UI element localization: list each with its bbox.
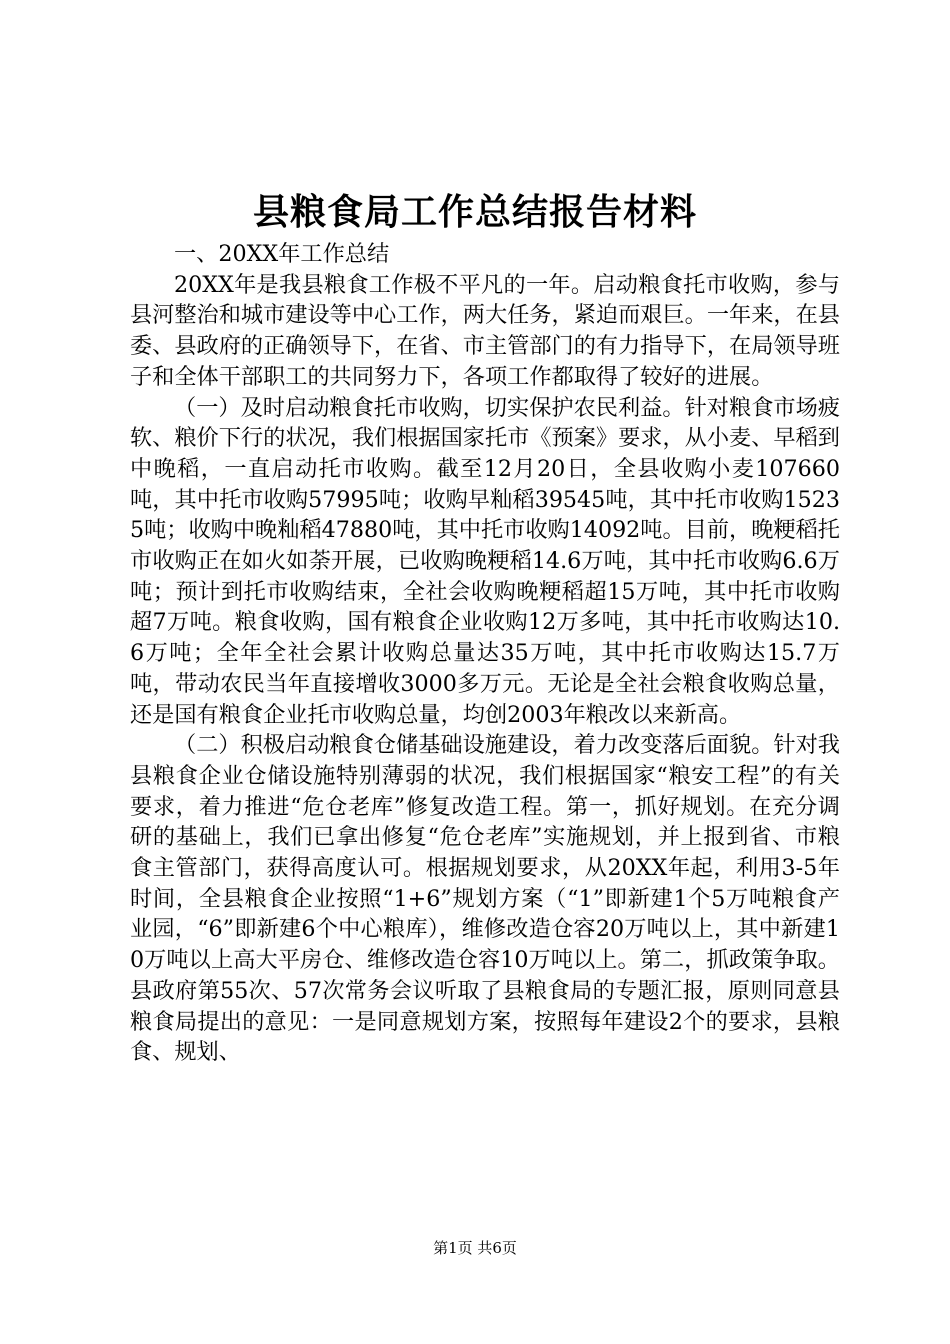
document-body	[130, 239, 840, 1068]
document-title: 县粮食局工作总结报告材料	[252, 191, 697, 233]
paragraph-storage-construction: （二）积极启动粮食仓储基础设施建设，着力改变落后面貌。针对我县粮食企业仓储设施特别薄弱的状况，我们根据国家“粮安工程”的有关要求，着力推进“危仓老库”修复改造工程。第一，抓好规划。在充分调研的基础上，我们已拿出修复“危仓老库”实施规划，并上报到省、市粮食主管部门，获得高度认可。根据规划要求，从20XX年起，利用3-5年时间，全县粮食企业按照“1+6”规划方案（“1”即新建1个5万吨粮食产业园，“6”即新建6个中心粮库），维修改造仓容20万吨以上，其中新建10万吨以上高大平房仓、维修改造仓容10万吨以上。第二，抓政策争取。县政府第55次、57次常务会议听取了县粮食局的专题汇报，原则同意县粮食局提出的意见：一是同意规划方案，按照每年建设2个的要求，县粮食、规划、	[130, 732, 840, 1066]
paragraph-intro: 20XX年是我县粮食工作极不平凡的一年。启动粮食托市收购，参与县河整治和城市建设等中心工作，两大任务，紧迫而艰巨。一年来，在县委、县政府的正确领导下，在省、市主管部门的有力指导下，在局领导班子和全体干部职工的共同努力下，各项工作都取得了较好的进展。	[130, 271, 840, 390]
paragraph-grain-purchase: （一）及时启动粮食托市收购，切实保护农民利益。针对粮食市场疲软、粮价下行的状况，我们根据国家托市《预案》要求，从小麦、早稻到中晚稻，一直启动托市收购。截至12月20日，全县收购小麦107660吨，其中托市收购57995吨；收购早籼稻39545吨，其中托市收购15235吨；收购中晚籼稻47880吨，其中托市收购14092吨。目前，晚粳稻托市收购正在如火如荼开展，已收购晚粳稻14.6万吨，其中托市收购6.6万吨；预计到托市收购结束，全社会收购晚粳稻超15万吨，其中托市收购超7万吨。粮食收购，国有粮食企业收购12万多吨，其中托市收购达10.6万吨；全年全社会累计收购总量达35万吨，其中托市收购达15.7万吨，带动农民当年直接增收3000多万元。无论是全社会粮食收购总量，还是国有粮食企业托市收购总量，均创2003年粮改以来新高。	[130, 394, 840, 728]
page-footer: 第1页 共6页	[433, 1239, 517, 1257]
section-heading: 一、20XX年工作总结	[174, 241, 390, 267]
